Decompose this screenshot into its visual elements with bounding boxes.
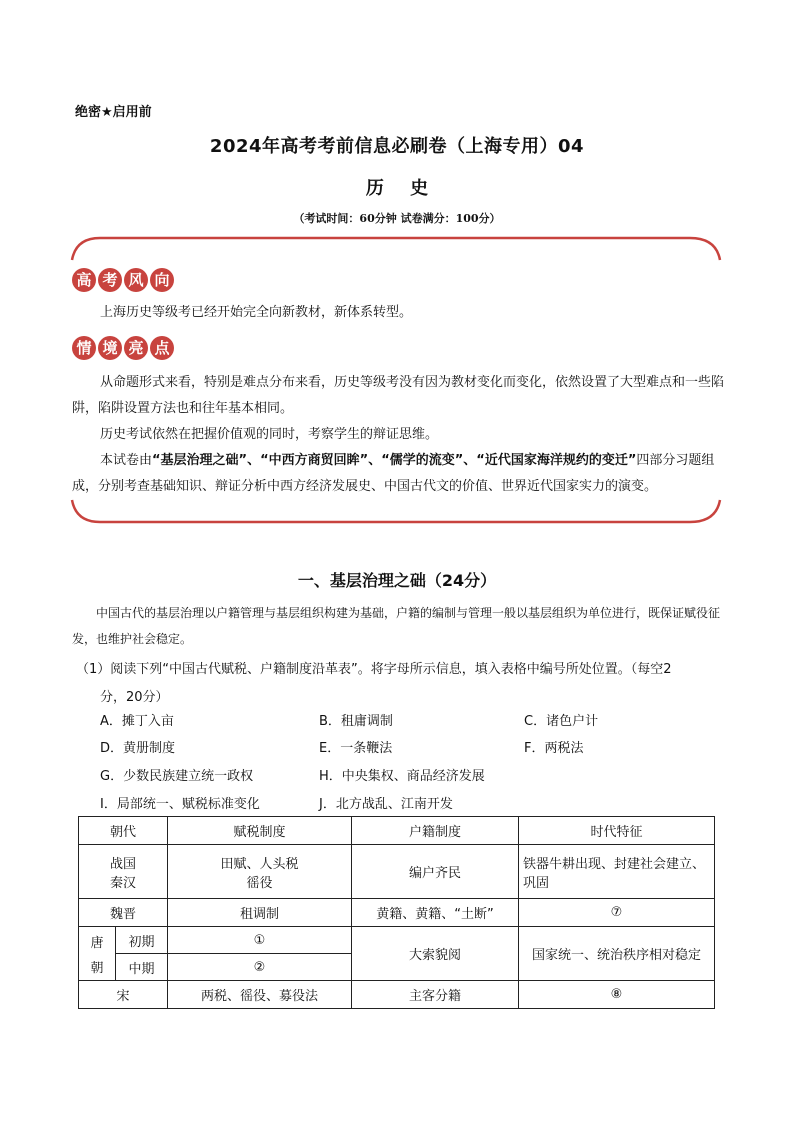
option-j: J．北方战乱、江南开发 [319, 797, 453, 812]
section-title: 一、基层治理之础（24分） [297, 571, 497, 590]
blank-8: ⑧ [519, 981, 715, 1009]
table-row: 唐 朝 初期 ① 大索貌阅 国家统一、统治秩序相对稳定 [79, 927, 715, 954]
table-row: 战国 秦汉 田赋、人头税 徭役 编户齐民 铁器牛耕出现、封建社会建立、巩固 [79, 845, 715, 899]
option-e: E．一条鞭法 [319, 741, 393, 756]
option-b: B．租庸调制 [319, 714, 393, 729]
option-f: F．两税法 [524, 741, 584, 756]
highlights-text [72, 370, 727, 500]
blank-2: ② [168, 954, 352, 981]
option-c: C．诸色户计 [524, 714, 599, 729]
tax-household-table [78, 816, 715, 1009]
paper-title: 2024年高考考前信息必刷卷（上海专用）04 [209, 136, 585, 157]
section-intro: 中国古代的基层治理以户籍管理与基层组织构建为基础，户籍的编制与管理一般以基层组织为单位进行，既保证赋役征发，也维护社会稳定。 [72, 606, 721, 646]
exam-info: （考试时间：60分钟 试卷满分：100分） [293, 212, 501, 225]
table-row: 宋 两税、徭役、募役法 主客分籍 ⑧ [79, 981, 715, 1009]
blank-1: ① [168, 927, 352, 954]
option-d: D．黄册制度 [100, 741, 176, 756]
trend-text: 上海历史等级考已经开始完全向新教材，新体系转型。 [100, 305, 413, 320]
highlight-paragraph-3: 本试卷由“基层治理之础”、“中西方商贸回眸”、“儒学的流变”、“近代国家海洋规约的变迁”四部分习题组成，分别考查基础知识、辩证分析中西方经济发展史、中国古代文的价值、世界近代国家实力的演变。 [72, 453, 715, 494]
option-i: I．局部统一、赋税标准变化 [100, 797, 260, 812]
blank-7: ⑦ [519, 899, 715, 927]
badge-exam-trend: 高 考 风 向 [72, 268, 174, 292]
highlight-paragraph-2: 历史考试依然在把握价值观的同时，考察学生的辩证思维。 [100, 427, 439, 442]
table-row: 中期 ② [79, 954, 715, 981]
highlight-paragraph-1: 从命题形式来看，特别是难点分布来看，历史等级考没有因为教材变化而变化，依然设置了大型难点和一些陷阱，陷阱设置方法也和往年基本相同。 [72, 375, 725, 416]
option-a: A．摊丁入亩 [100, 714, 174, 729]
option-h: H．中央集权、商品经济发展 [319, 769, 485, 784]
option-g: G．少数民族建立统一政权 [100, 769, 254, 784]
table-header-row: 朝代 赋税制度 户籍制度 时代特征 [79, 817, 715, 845]
table-row: 魏晋 租调制 黄籍、黄籍、“土断” ⑦ [79, 899, 715, 927]
subject-title: 历 史 [365, 178, 439, 199]
question-1: （1）阅读下列“中国古代赋税、户籍制度沿革表”。将字母所示信息，填入表格中编号所处位置。（每空2 分，20分） [76, 662, 672, 705]
confidential-mark: 绝密★启用前 [75, 105, 152, 120]
badge-highlights: 情 境 亮 点 [72, 336, 174, 360]
